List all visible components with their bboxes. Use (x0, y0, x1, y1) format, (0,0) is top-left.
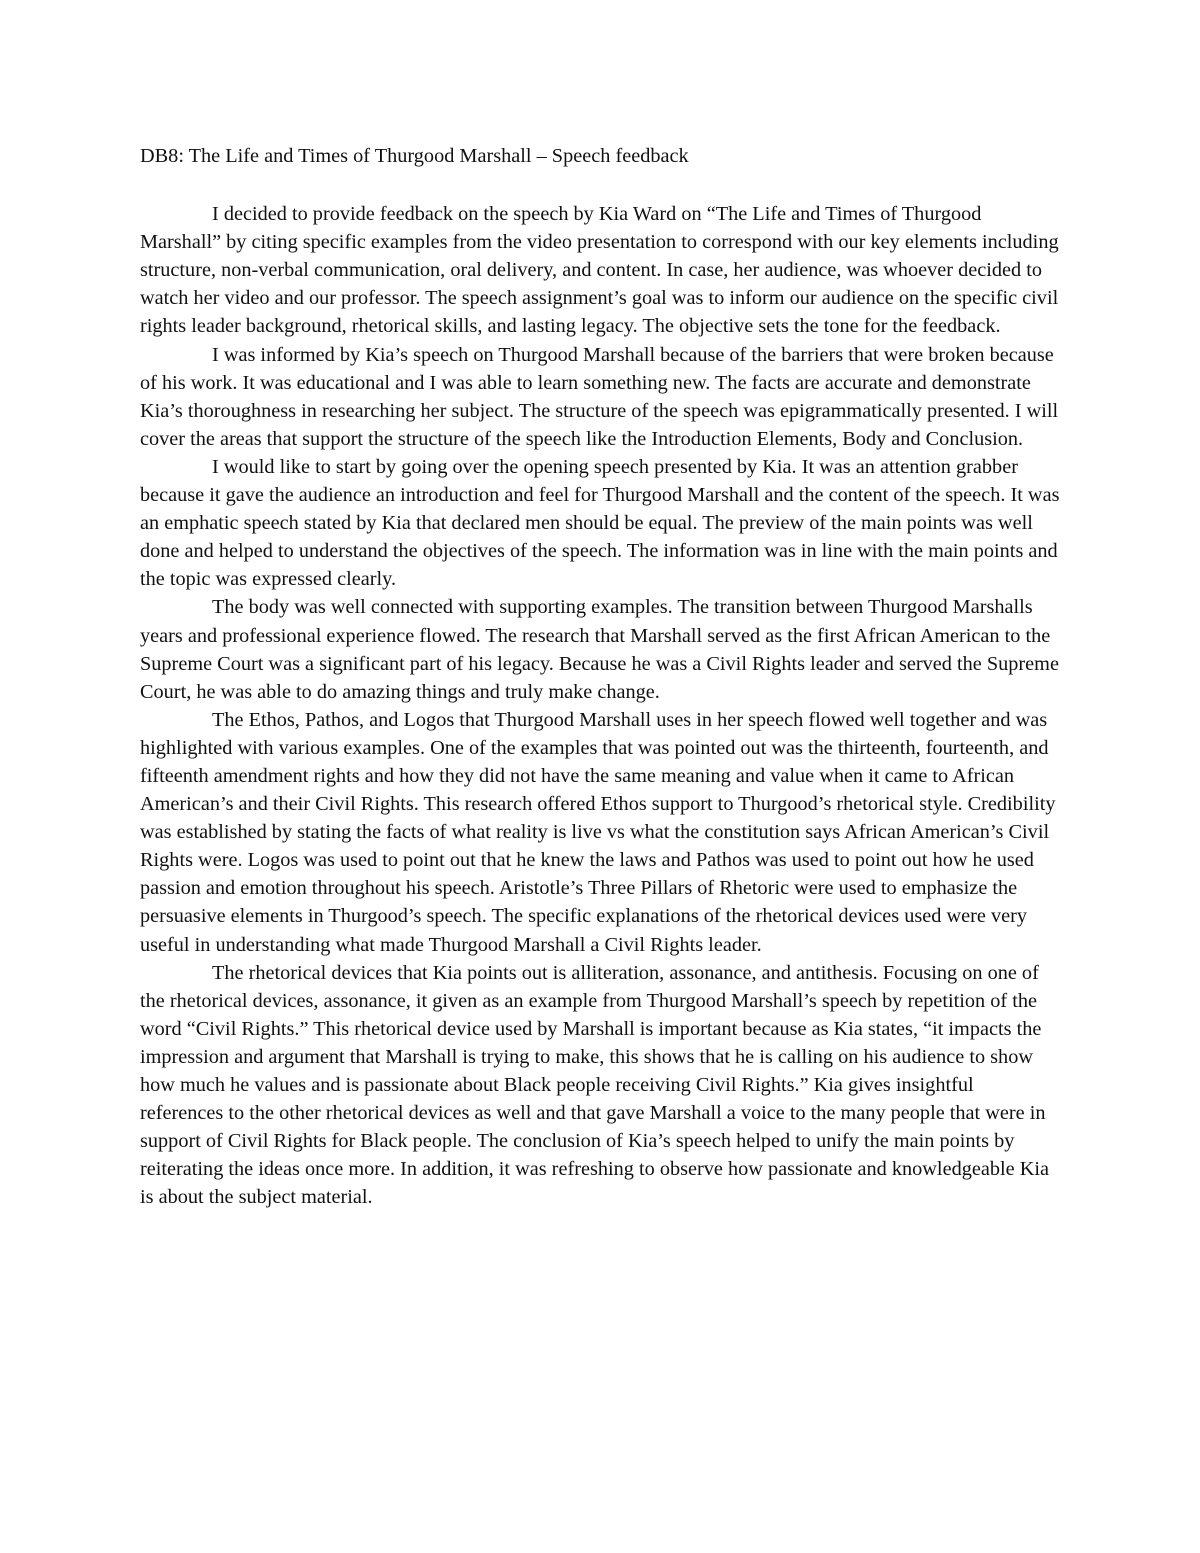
paragraph-rhetorical-devices: The rhetorical devices that Kia points out is alliteration, assonance, and antithesis. Focusing on one of the rhetorical devices, assonance, it given as an example from Thurgood Marshall’s speech by repetition of the word “Civil Rights.” This rhetorical device used by Marshall is important because as Kia states, “it impacts the impression and argument that Marshall is trying to make, this shows that he is calling on his audience to show how much he values and is passionate about Black people receiving Civil Rights.” Kia gives insightful references to the other rhetorical devices as well and that gave Marshall a voice to the many people that were in support of Civil Rights for Black people. The conclusion of Kia’s speech helped to unify the main points by reiterating the ideas once more. In addition, it was refreshing to observe how passionate and knowledgeable Kia is about the subject material. (140, 961, 1049, 1209)
paragraph-body: The body was well connected with supporting examples. The transition between Thurgood Marshalls years and professional experience flowed. The research that Marshall served as the first African American to the Supreme Court was a significant part of his legacy. Because he was a Civil Rights leader and served the Supreme Court, he was able to do amazing things and truly make change. (140, 596, 1059, 703)
document-body (140, 142, 1060, 1211)
paragraph-opening: I would like to start by going over the opening speech presented by Kia. It was an attention grabber because it gave the audience an introduction and feel for Thurgood Marshall and the content of the speech. It was an emphatic speech stated by Kia that declared men should be equal. The preview of the main points was well done and helped to understand the objectives of the speech. The information was in line with the main points and the topic was expressed clearly. (140, 455, 1060, 591)
paragraph-ethos-pathos-logos: The Ethos, Pathos, and Logos that Thurgood Marshall uses in her speech flowed well together and was highlighted with various examples. One of the examples that was pointed out was the thirteenth, fourteenth, and fifteenth amendment rights and how they did not have the same meaning and value when it came to African American’s and their Civil Rights. This research offered Ethos support to Thurgood’s rhetorical style. Credibility was established by stating the facts of what reality is live vs what the constitution says African American’s Civil Rights were. Logos was used to point out that he knew the laws and Pathos was used to point out how he used passion and emotion throughout his speech. Aristotle’s Three Pillars of Rhetoric were used to emphasize the persuasive elements in Thurgood’s speech. The specific explanations of the rhetorical devices used were very useful in understanding what made Thurgood Marshall a Civil Rights leader. (140, 708, 1056, 956)
paragraph-intro: I decided to provide feedback on the speech by Kia Ward on “The Life and Times of Thurgood Marshall” by citing specific examples from the video presentation to correspond with our key elements including structure, non-verbal communication, oral delivery, and content. In case, her audience, was whoever decided to watch her video and our professor. The speech assignment’s goal was to inform our audience on the specific civil rights leader background, rhetorical skills, and lasting legacy. The objective sets the tone for the feedback. (140, 203, 1059, 338)
document-title: DB8: The Life and Times of Thurgood Marshall – Speech feedback (140, 145, 689, 167)
paragraph-informed: I was informed by Kia’s speech on Thurgood Marshall because of the barriers that were broken because of his work. It was educational and I was able to learn something new. The facts are accurate and demonstrate Kia’s thoroughness in researching her subject. The structure of the speech was epigrammatically presented. I will cover the areas that support the structure of the speech like the Introduction Elements, Body and Conclusion. (140, 343, 1059, 450)
